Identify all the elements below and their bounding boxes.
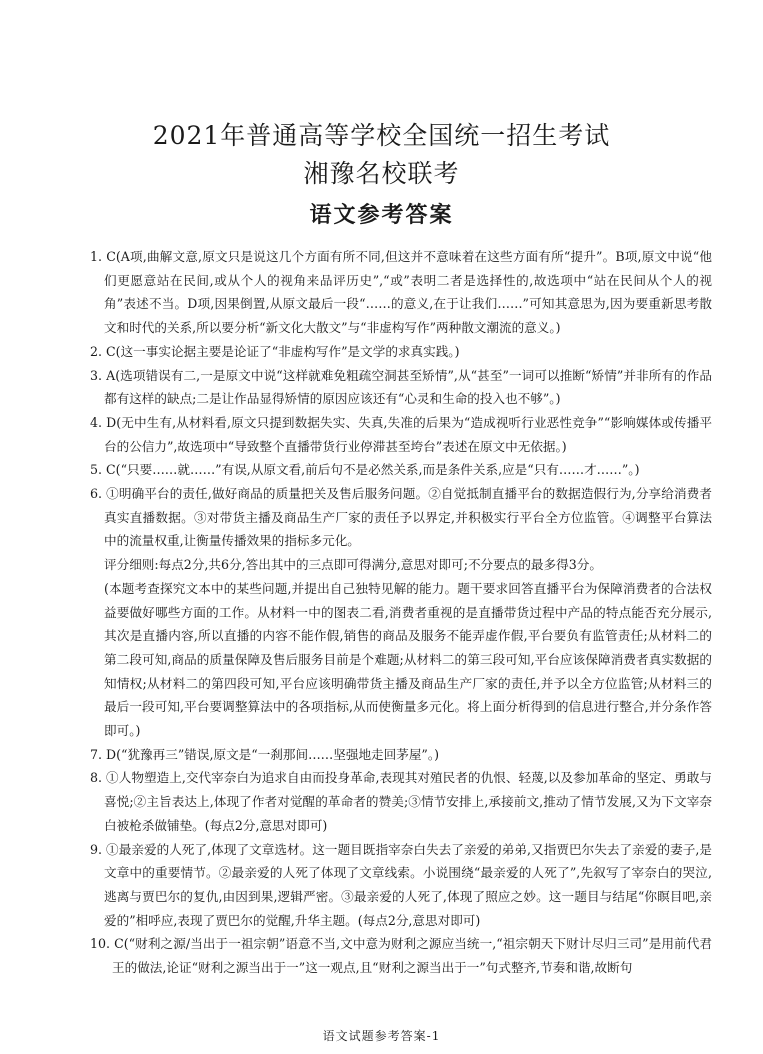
answer-item-6: 6. ①明确平台的责任,做好商品的质量把关及售后服务问题。②自觉抵制直播平台的数据造假行为,分享给消费者真实直播数据。③对带货主播及商品生产厂家的责任予以界定,并积极实行平台全方位监管。④调整平台算法中的流量权重,让衡量传播效果的指标多元化。 — [90, 486, 712, 549]
answer-item-4: 4. D(无中生有,从材料看,原文只提到数据失实、失真,失准的后果为“造成视听行业恶性竞争”“影响媒体或传播平台的公信力”,故选项中“导致整个直播带货行业停滞甚至垮台”表述在原文中无依据。) — [90, 414, 712, 454]
answer-item-10: 10. C(“财利之源/当出于一祖宗朝”语意不当,文中意为财利之源应当统一,“祖宗朝天下财计尽归三司”是用前代君王的做法,论证“财利之源当出于一”这一观点,且“财利之源当出于一”句式整齐,节奏和谐,故断句 — [90, 936, 712, 976]
page-footer: 语文试题参考答案-1 — [322, 1029, 441, 1043]
page-title: 语文参考答案 — [309, 203, 454, 228]
exam-subtitle: 湘豫名校联考 — [303, 159, 460, 188]
answer-item-1: 1. C(A项,曲解文意,原文只是说这几个方面有所不同,但这并不意味着在这些方面有所“提升”。B项,原文中说“他们更愿意站在民间,或从个人的视角来品评历史”,“或”表明二者是选择性的,故选项中“站在民间从个人的视角”表述不当。D项,因果倒置,从原文最后一段“……的意义,在于让我们……”可知其意思为,因为要重新思考散文和时代的关系,所以要分析“新文化大散文”与“非虚构写作”两种散文潮流的意义。) — [90, 249, 712, 336]
answer-6-note: (本题考查探究文本中的某些问题,并提出自己独特见解的能力。题干要求回答直播平台为保障消费者的合法权益要做好哪些方面的工作。从材料一中的图表二看,消费者重视的是直播带货过程中产品的特点能否充分展示,其次是直播内容,所以直播的内容不能作假,销售的商品及服务不能弄虚作假,平台要负有监管责任;从材料二的第二段可知,商品的质量保障及售后服务目前是个难题;从材料二的第三段可知,平台应该保障消费者真实数据的知情权;从材料二的第四段可知,平台应该明确带货主播及商品生产厂家的责任,并予以全方位监管;从材料三的最后一段可知,平台要调整算法中的各项指标,从而使衡量多元化。将上面分析得到的信息进行整合,并分条作答即可。) — [104, 580, 712, 739]
exam-title: 2021年普通高等学校全国统一招生考试 — [152, 121, 611, 150]
answer-body — [90, 245, 712, 980]
answer-item-5: 5. C(“只要……就……”有误,从原文看,前后句不是必然关系,而是条件关系,应是“只有……才……”。) — [90, 462, 640, 478]
answer-item-3: 3. A(选项错误有二,一是原文中说“这样就难免粗疏空洞甚至矫情”,从“甚至”一词可以推断“矫情”并非所有的作品都有这样的缺点;二是让作品显得矫情的原因应该还有“心灵和生命的投入也不够”。) — [90, 367, 712, 407]
answer-item-9: 9. ①最亲爱的人死了,体现了文章选材。这一题目既指宰奈白失去了亲爱的弟弟,又指贾巴尔失去了亲爱的妻子,是文章中的重要情节。②最亲爱的人死了体现了文章线索。小说围绕“最亲爱的人死了”,先叙写了宰奈白的哭泣,逃离与贾巴尔的复仇,由因到果,逻辑严密。③最亲爱的人死了,体现了照应之妙。这一题目与结尾“你瞑目吧,亲爱的”相呼应,表现了贾巴尔的觉醒,升华主题。(每点2分,意思对即可) — [90, 841, 712, 928]
answer-item-8: 8. ①人物塑造上,交代宰奈白为追求自由而投身革命,表现其对殖民者的仇恨、轻蔑,以及参加革命的坚定、勇敢与喜悦;②主旨表达上,体现了作者对觉醒的革命者的赞美;③情节安排上,承接前文,推动了情节发展,又为下文宰奈白被枪杀做铺垫。(每点2分,意思对即可) — [90, 770, 712, 833]
answer-item-2: 2. C(这一事实论据主要是论证了“非虚构写作”是文学的求真实践。) — [90, 343, 460, 359]
answer-6-scoring: 评分细则:每点2分,共6分,答出其中的三点即可得满分,意思对即可;不分要点的最多得3分。 — [104, 557, 602, 573]
answer-item-7: 7. D(“犹豫再三”错误,原文是“一刹那间……坚强地走回茅屋”。) — [90, 746, 440, 762]
